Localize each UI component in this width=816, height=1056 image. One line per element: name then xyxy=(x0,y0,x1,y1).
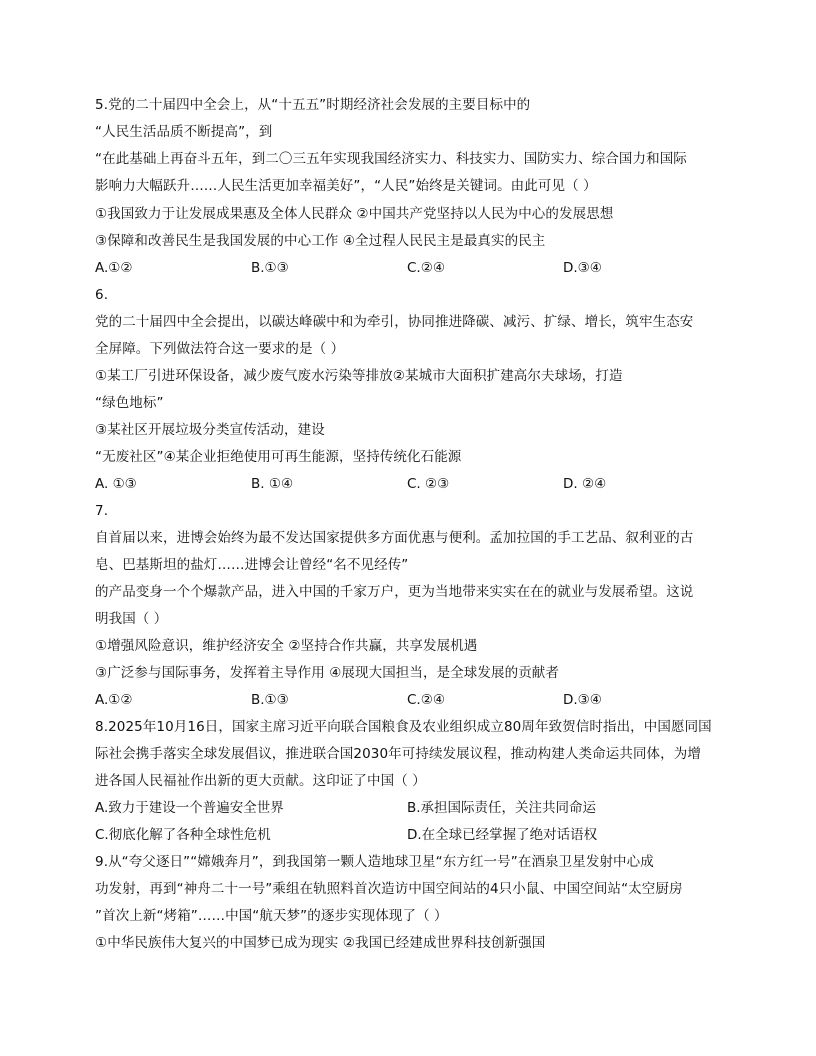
q6-option-c: C. ②③ xyxy=(407,476,450,492)
q7-line-3: 的产品变身一个个爆款产品，进入中国的千家万户，更为当地带来实实在在的就业与发展希望。这说 xyxy=(95,584,694,600)
q8-option-b: B.承担国际责任，关注共同命运 xyxy=(407,800,597,816)
q5-option-d: D.③④ xyxy=(563,260,602,276)
q6-option-d: D. ②④ xyxy=(563,476,607,492)
q7-options xyxy=(95,691,735,709)
q5-option-a: A.①② xyxy=(95,260,133,276)
q5-statement-3-4: ③保障和改善民生是我国发展的中心工作 ④全过程人民民主是最真实的民主 xyxy=(95,233,546,249)
q7-statement-1-2: ①增强风险意识，维护经济安全 ②坚持合作共赢，共享发展机遇 xyxy=(95,638,478,654)
q6-line-2: 全屏障。下列做法符合这一要求的是（ ） xyxy=(95,341,345,357)
q9-line-3: ”首次上新“烤箱”……中国“航天梦”的逐步实现体现了（ ） xyxy=(95,908,448,924)
q8-option-c: C.彻底化解了各种全球性危机 xyxy=(95,827,271,843)
q8-option-a: A.致力于建设一个普遍安全世界 xyxy=(95,800,284,816)
q6-line-1: 党的二十届四中全会提出，以碳达峰碳中和为牵引，协同推进降碳、减污、扩绿、增长，筑牢生态安 xyxy=(95,314,694,330)
q8-option-d: D.在全球已经掌握了绝对话语权 xyxy=(407,827,598,843)
q6-line-5: ③某社区开展垃圾分类宣传活动，建设 xyxy=(95,422,325,438)
q7-option-c: C.②④ xyxy=(407,692,445,708)
q7-line-2: 皂、巴基斯坦的盐灯……进博会让曾经“名不见经传” xyxy=(95,557,409,573)
q8-options-row-1 xyxy=(95,799,735,817)
q7-statement-3-4: ③广泛参与国际事务，发挥着主导作用 ④展现大国担当，是全球发展的贡献者 xyxy=(95,665,559,681)
q6-number: 6. xyxy=(95,287,109,303)
q6-line-3: ①某工厂引进环保设备，减少废气废水污染等排放②某城市大面积扩建高尔夫球场，打造 xyxy=(95,368,623,384)
q8-line-3: 进各国人民福祉作出新的更大贡献。这印证了中国（ ） xyxy=(95,773,426,789)
q9-line-2: 功发射，再到“神舟二十一号”乘组在轨照料首次造访中国空间站的4只小鼠、中国空间站“太空厨房 xyxy=(95,881,683,897)
q8-options-row-2 xyxy=(95,826,735,844)
q5-line-3: “在此基础上再奋斗五年，到二〇三五年实现我国经济实力、科技实力、国防实力、综合国力和国际 xyxy=(95,151,687,167)
q9-line-1: 9.从“夸父逐日”“嫦娥奔月”，到我国第一颗人造地球卫星“东方红一号”在酒泉卫星发射中心成 xyxy=(95,854,654,870)
q5-option-b: B.①③ xyxy=(251,260,289,276)
q7-line-4: 明我国（ ） xyxy=(95,611,168,627)
q7-option-d: D.③④ xyxy=(563,692,602,708)
q6-line-4: “绿色地标” xyxy=(95,395,164,411)
q7-option-b: B.①③ xyxy=(251,692,289,708)
q5-line-1: 5.党的二十届四中全会上，从“十五五”时期经济社会发展的主要目标中的 xyxy=(95,97,531,113)
q8-line-1: 8.2025年10月16日，国家主席习近平向联合国粮食及农业组织成立80周年致贺信时指出，中国愿同国 xyxy=(95,719,712,735)
q8-line-2: 际社会携手落实全球发展倡议，推进联合国2030年可持续发展议程，推动构建人类命运共同体，为增 xyxy=(95,746,701,762)
q7-number: 7. xyxy=(95,503,109,519)
q5-options xyxy=(95,259,735,277)
q5-statement-1-2: ①我国致力于让发展成果惠及全体人民群众 ②中国共产党坚持以人民为中心的发展思想 xyxy=(95,206,614,222)
q7-option-a: A.①② xyxy=(95,692,133,708)
q6-option-a: A. ①③ xyxy=(95,476,137,492)
q5-line-4: 影响力大幅跃升……人民生活更加幸福美好”，“人民”始终是关键词。由此可见（ ） xyxy=(95,178,597,194)
q6-options xyxy=(95,475,735,493)
q9-statement-1-2: ①中华民族伟大复兴的中国梦已成为现实 ②我国已经建成世界科技创新强国 xyxy=(95,935,546,951)
q6-option-b: B. ①④ xyxy=(251,476,294,492)
q6-line-6: “无废社区”④某企业拒绝使用可再生能源，坚持传统化石能源 xyxy=(95,449,462,465)
q5-line-2: “人民生活品质不断提高”，到 xyxy=(95,124,273,140)
q7-line-1: 自首届以来，进博会始终为最不发达国家提供多方面优惠与便利。孟加拉国的手工艺品、叙利亚的古 xyxy=(95,530,694,546)
q5-option-c: C.②④ xyxy=(407,260,445,276)
